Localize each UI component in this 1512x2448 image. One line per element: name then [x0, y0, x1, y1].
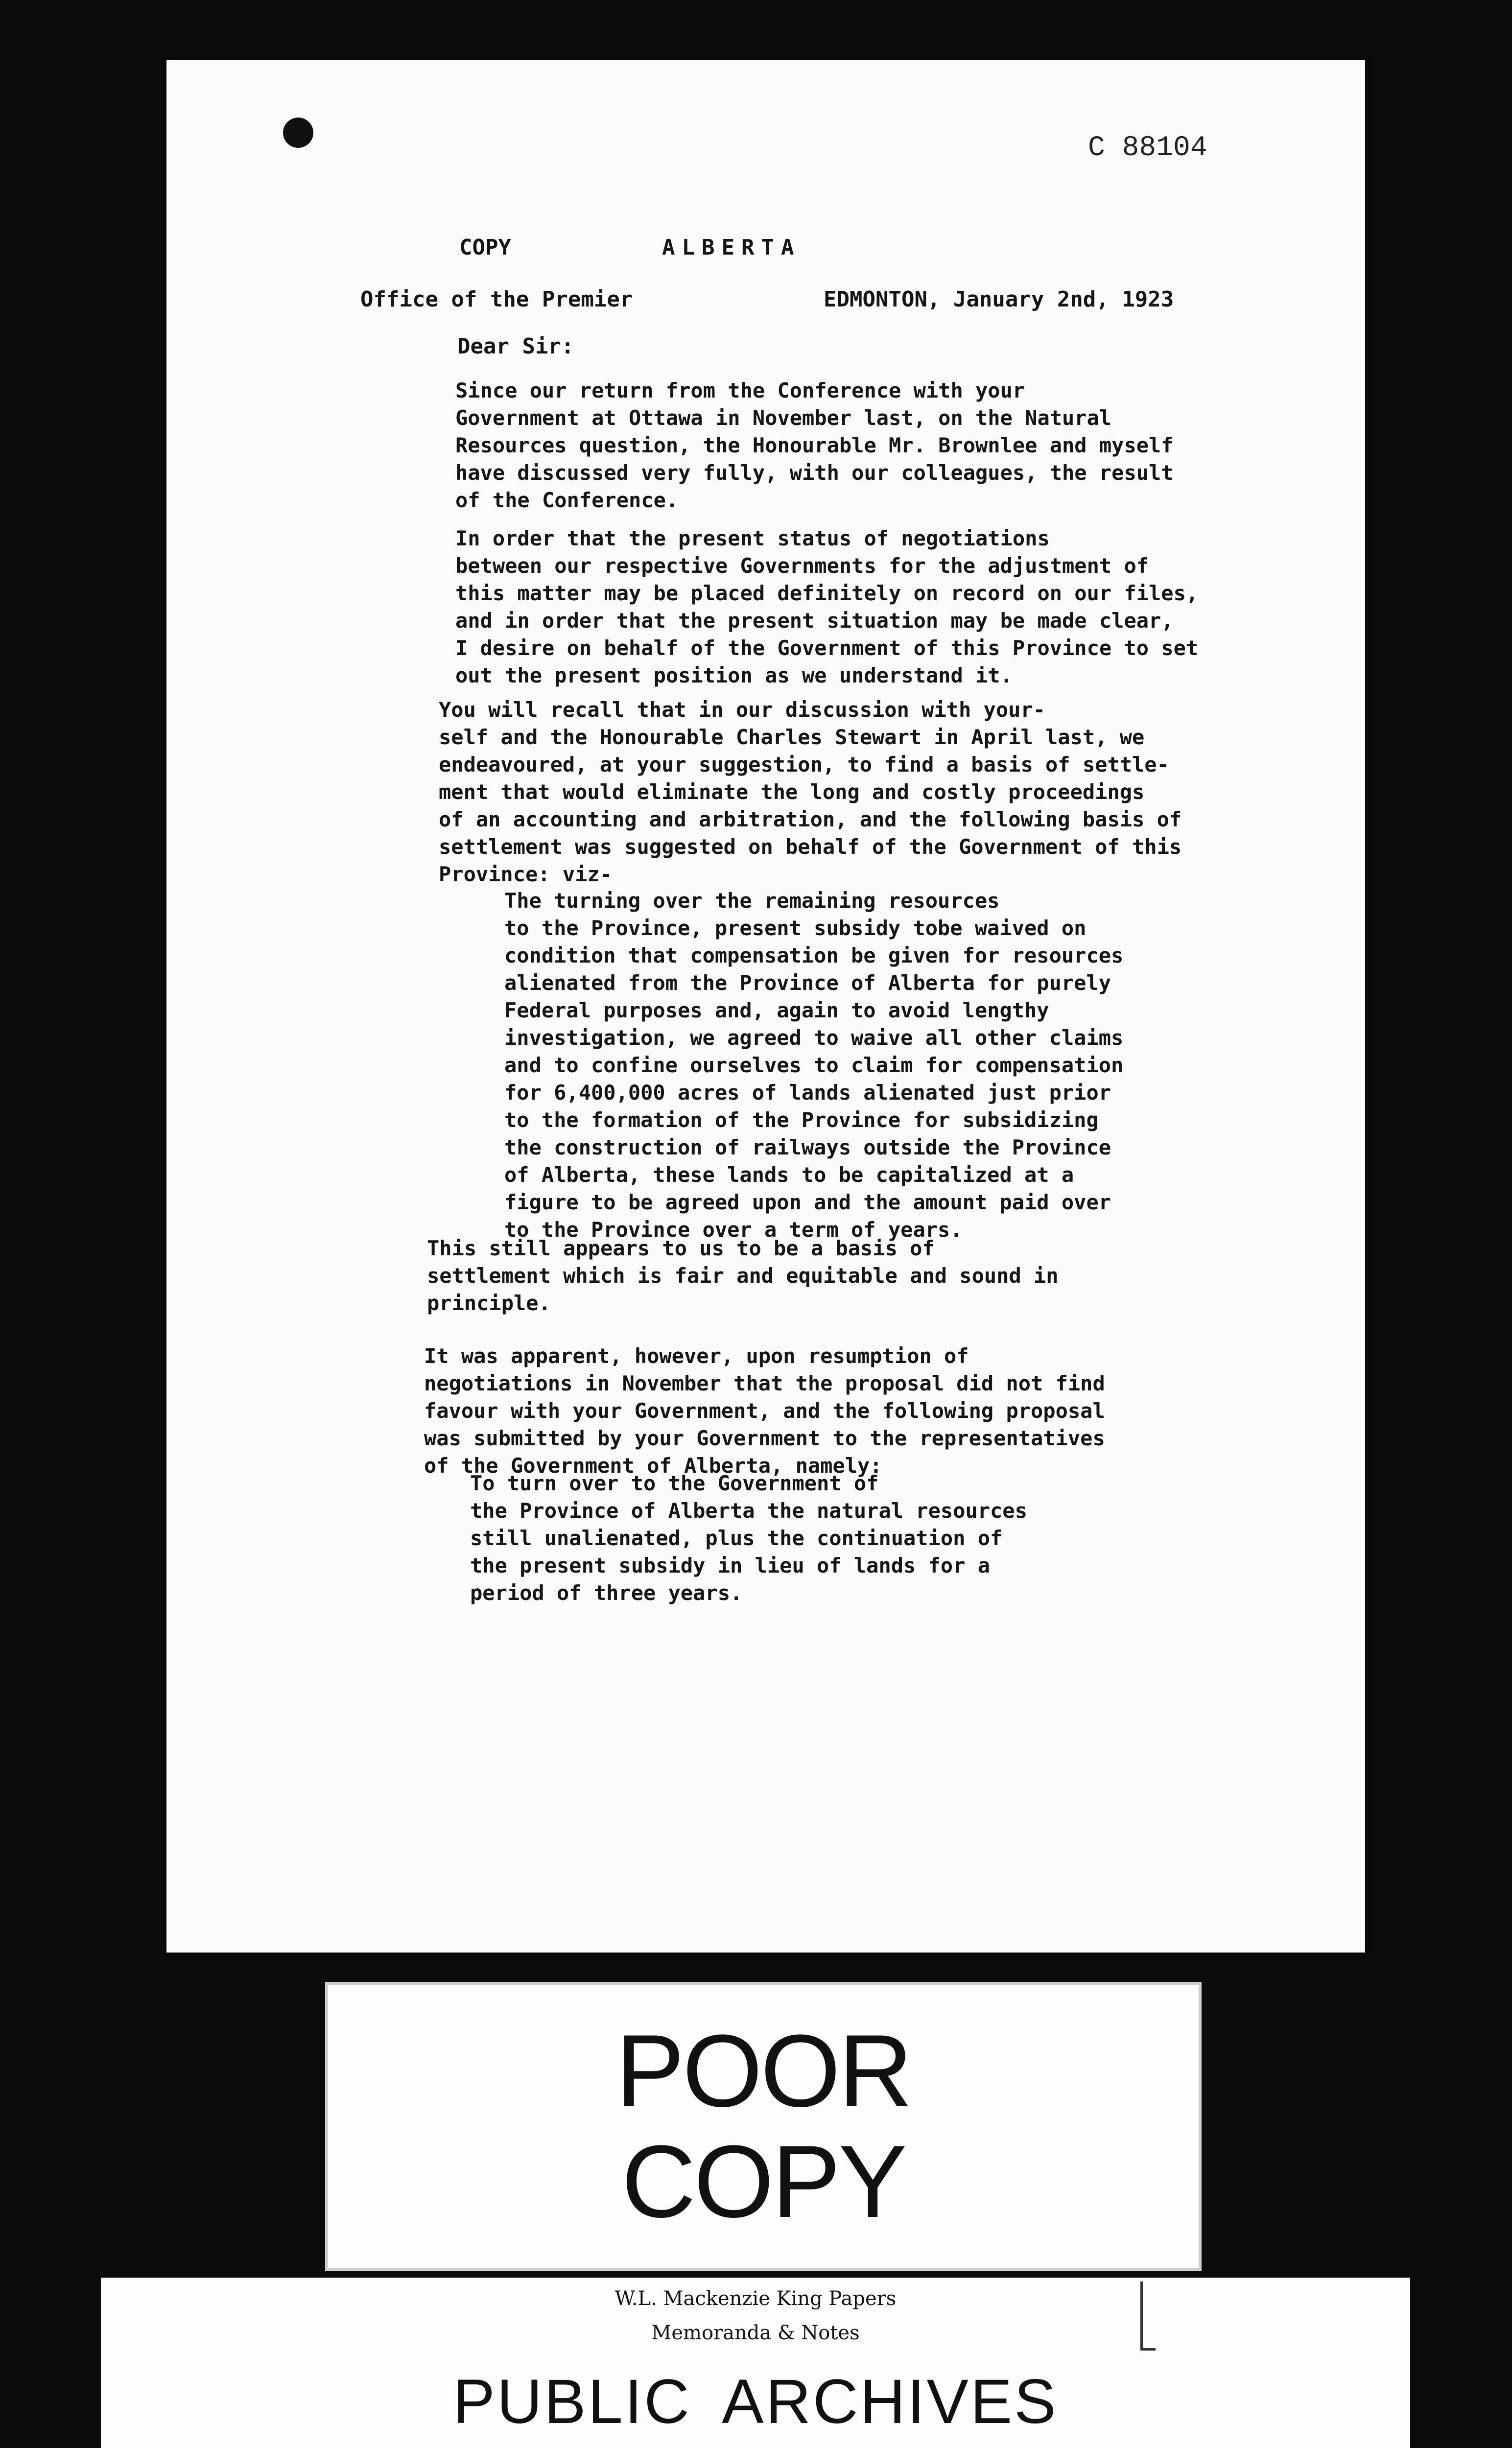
poor-copy-line-1: POOR	[615, 2013, 911, 2128]
reference-number: C 88104	[1088, 132, 1207, 164]
series-name: Memoranda & Notes	[651, 2322, 860, 2344]
letterhead-province: ALBERTA	[662, 235, 801, 260]
paragraph-3: You will recall that in our discussion with your- self and the Honourable Charles Stewart in April last, we endeavoured, at your suggestion, to find a basis of settle- ment that would eliminate the long and costly proceedings of an accounting and arbitration, and the following basis of settlement was suggested on behalf of the Government of this Province: viz-	[439, 698, 1182, 886]
punch-hole	[283, 118, 313, 148]
collection-name: W.L. Mackenzie King Papers	[614, 2287, 897, 2310]
paragraph-5: It was apparent, however, upon resumption of negotiations in November that the proposal did not find favour with your Government, and the following proposal was submitted by your Government to the representatives of the Government of Alberta, namely:	[424, 1344, 1105, 1478]
paragraph-4: This still appears to us to be a basis of settlement which is fair and equitable and sound in principle.	[427, 1236, 1059, 1315]
poor-copy-line-2: COPY	[621, 2124, 905, 2239]
paragraph-2: In order that the present status of negotiations between our respective Governments for the adjustment of this matter may be placed definitely on record on our files, and in order that the present situation may be made clear, I desire on behalf of the Government of this Province to set out the present position as we understand it.	[455, 526, 1199, 687]
dateline: EDMONTON, January 2nd, 1923	[824, 287, 1174, 312]
archive-label-card	[101, 2278, 1410, 2448]
office-line: Office of the Premier	[360, 287, 633, 312]
letter-page	[166, 60, 1365, 1953]
quoted-proposal-1: The turning over the remaining resources to the Province, present subsidy tobe waived on condition that compensation be given for resources alienated from the Province of Alberta for purely Federal purposes and, again to avoid lengthy investigation, we agreed to waive all other claims and to confine ourselves to claim for compensation for 6,400,000 acres of lands alienated just prior to the formation of the Province for subsidizing the construction of railways outside the Province of Alberta, these lands to be capitalized at a figure to be agreed upon and the amount paid over to the Province over a term of years.	[504, 889, 1124, 1242]
copy-mark: COPY	[459, 235, 511, 260]
salutation: Dear Sir:	[457, 334, 574, 359]
quoted-proposal-2: To turn over to the Government of the Province of Alberta the natural resources still unalienated, plus the continuation of the present subsidy in lieu of lands for a period of three years.	[470, 1471, 1027, 1605]
poor-copy-card	[325, 1982, 1202, 2271]
archive-name-english: PUBLIC ARCHIVES	[453, 2367, 1058, 2437]
paragraph-1: Since our return from the Conference with your Government at Ottawa in November last, on the Natural Resources question, the Honourable Mr. Brownlee and myself have discussed very fully, with our colleagues, the result of the Conference.	[455, 378, 1174, 512]
